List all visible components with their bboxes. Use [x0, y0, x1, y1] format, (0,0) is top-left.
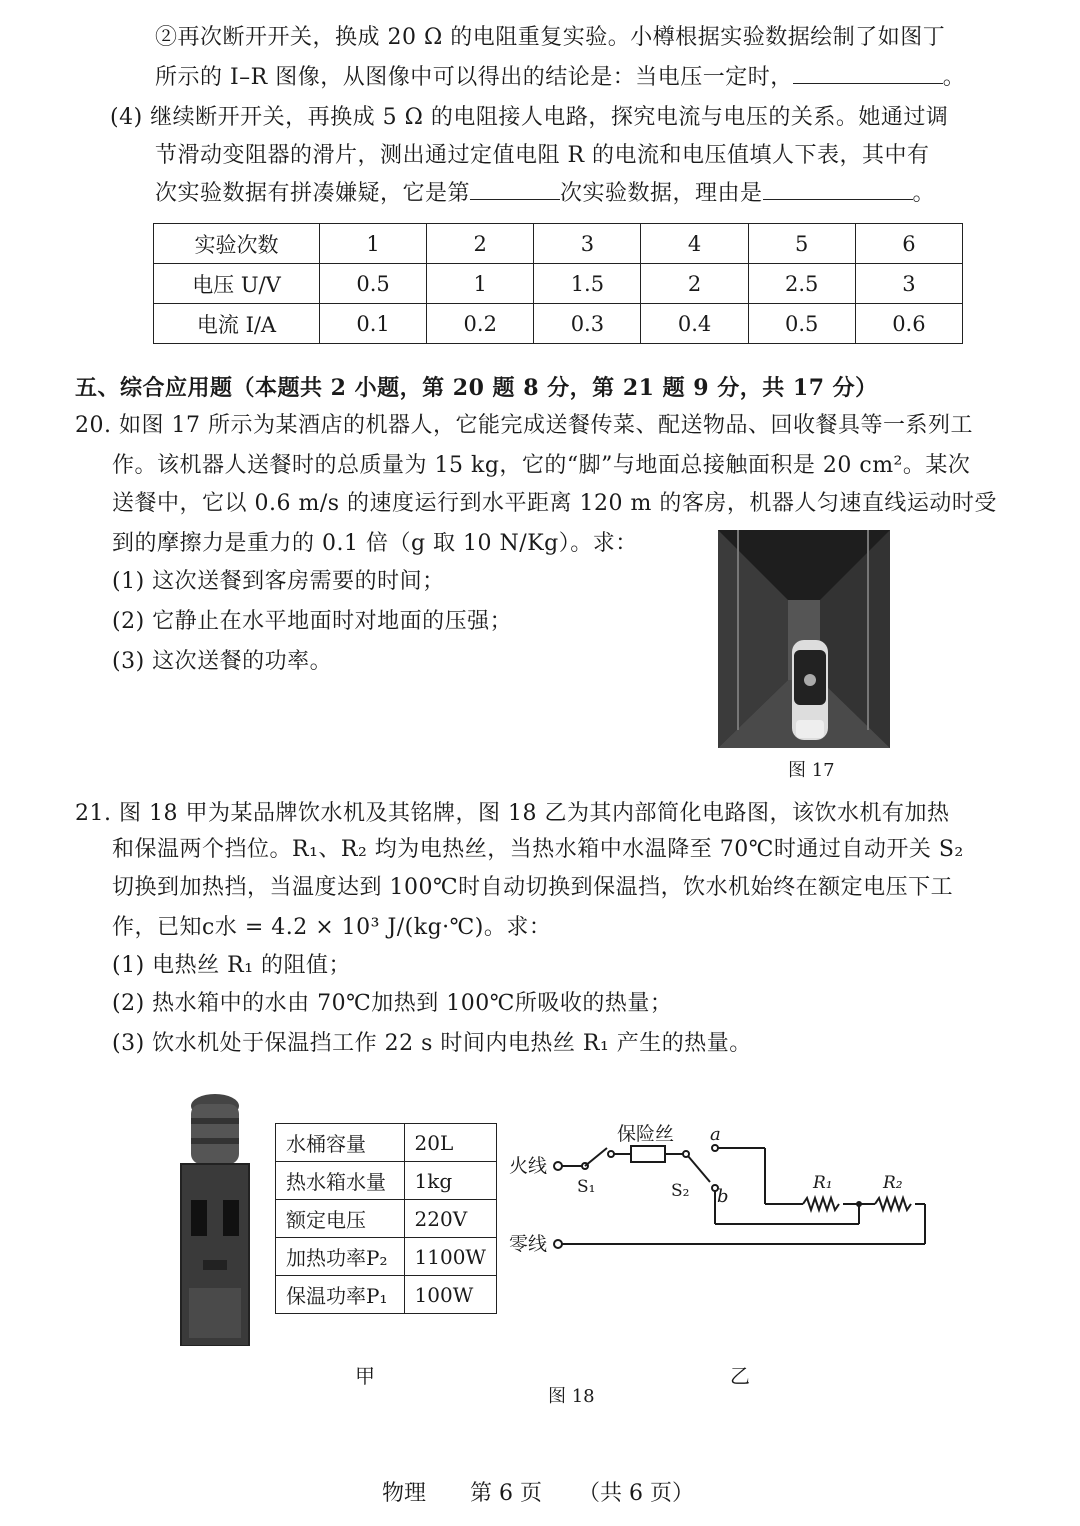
live-wire-label: 火线	[509, 1155, 548, 1177]
fig-18-right-label: 乙	[730, 1364, 750, 1388]
table-row: 保温功率P₁ 100W	[276, 1276, 497, 1314]
table-row: 额定电压 220V	[276, 1200, 497, 1238]
switch-s2	[688, 1156, 710, 1182]
table-row: 热水箱水量 1kg	[276, 1162, 497, 1200]
section-5-heading: 五、综合应用题（本题共 2 小题，第 20 题 8 分，第 21 题 9 分，共 17 分）	[75, 375, 878, 401]
s2-label: S₂	[671, 1181, 690, 1201]
neutral-terminal	[554, 1240, 562, 1248]
fuse-symbol	[631, 1146, 665, 1162]
q19-part4-line-2: 节滑动变阻器的滑片，测出通过定值电阻 R 的电流和电压值填人下表，其中有	[155, 143, 930, 168]
water-dispenser-drawing	[175, 1088, 255, 1346]
water-dispenser-photo	[175, 1088, 255, 1346]
resistor-r2	[875, 1198, 911, 1210]
q19-line-2: 所示的 I–R 图像，从图像中可以得出的结论是：当电压一定时， 。	[155, 65, 966, 90]
footer-subject: 物理	[382, 1481, 427, 1506]
contact-a-label: a	[710, 1124, 721, 1145]
q21-sub-3: (3) 饮水机处于保温挡工作 22 s 时间内电热丝 R₁ 产生的热量。	[112, 1031, 752, 1056]
table-row: 电流 I/A 0.1 0.2 0.3 0.4 0.5 0.6	[154, 304, 963, 344]
q20-line-4: 到的摩擦力是重力的 0.1 倍（g 取 10 N/Kg）。求：	[112, 531, 638, 556]
switch-s1	[585, 1148, 607, 1166]
q21-sub-1: (1) 电热丝 R₁ 的阻值；	[112, 953, 352, 978]
q20-sub-3: (3) 这次送餐的功率。	[112, 649, 333, 674]
r2-label: R₂	[883, 1173, 903, 1193]
r1-label: R₁	[813, 1173, 833, 1193]
live-terminal	[554, 1162, 562, 1170]
q21-sub-2: (2) 热水箱中的水由 70℃加热到 100℃所吸收的热量；	[112, 991, 673, 1016]
q19-line-1: ②再次断开开关，换成 20 Ω 的电阻重复实验。小樽根据实验数据绘制了如图丁	[155, 25, 946, 50]
q19-part4-line-1: (4) 继续断开开关，再换成 5 Ω 的电阻接人电路，探究电流与电压的关系。她通过调	[110, 105, 949, 130]
footer-page: 第 6 页	[470, 1481, 542, 1506]
q21-line-4: 作，已知c水 = 4.2 × 10³ J/(kg·℃)。求：	[112, 915, 552, 940]
spec-plate-table	[275, 1123, 497, 1314]
robot-photo	[718, 530, 890, 748]
table-row: 水桶容量 20L	[276, 1124, 497, 1162]
fuse-label: 保险丝	[617, 1123, 675, 1145]
robot-photo-drawing	[718, 530, 890, 748]
fig-17-caption: 图 17	[788, 760, 835, 781]
resistor-r1	[803, 1198, 839, 1210]
q20-line-1: 20. 如图 17 所示为某酒店的机器人，它能完成送餐传菜、配送物品、回收餐具等一系列工	[75, 413, 973, 438]
q20-line-2: 作。该机器人送餐时的总质量为 15 kg，它的“脚”与地面总接触面积是 20 cm²。某次	[112, 453, 971, 478]
q19-part4-line-3: 次实验数据有拼凑嫌疑，它是第 次实验数据，理由是 。	[155, 181, 936, 206]
circuit-diagram	[505, 1120, 935, 1260]
footer-total: （共 6 页）	[578, 1481, 694, 1506]
q20-line-3: 送餐中，它以 0.6 m/s 的速度运行到水平距离 120 m 的客房，机器人匀速直线运动时受	[112, 491, 997, 516]
neutral-wire-label: 零线	[509, 1233, 548, 1255]
q20-sub-1: (1) 这次送餐到客房需要的时间；	[112, 569, 445, 594]
s1-label: S₁	[577, 1177, 596, 1197]
contact-b-label: b	[717, 1186, 729, 1207]
table-row: 电压 U/V 0.5 1 1.5 2 2.5 3	[154, 264, 963, 304]
experiment-table	[153, 223, 963, 344]
q20-sub-2: (2) 它静止在水平地面时对地面的压强；	[112, 609, 513, 634]
q21-line-1: 21. 图 18 甲为某品牌饮水机及其铭牌，图 18 乙为其内部简化电路图，该饮水机有加热	[75, 801, 950, 826]
fig-18-left-label: 甲	[355, 1364, 375, 1388]
table-row: 加热功率P₂ 1100W	[276, 1238, 497, 1276]
fig-18-caption: 图 18	[548, 1386, 595, 1407]
q21-line-3: 切换到加热挡，当温度达到 100℃时自动切换到保温挡，饮水机始终在额定电压下工	[112, 875, 954, 900]
q21-line-2: 和保温两个挡位。R₁、R₂ 均为电热丝，当热水箱中水温降至 70℃时通过自动开关 S₂	[112, 837, 964, 862]
table-header-row: 实验次数 1 2 3 4 5 6	[154, 224, 963, 264]
